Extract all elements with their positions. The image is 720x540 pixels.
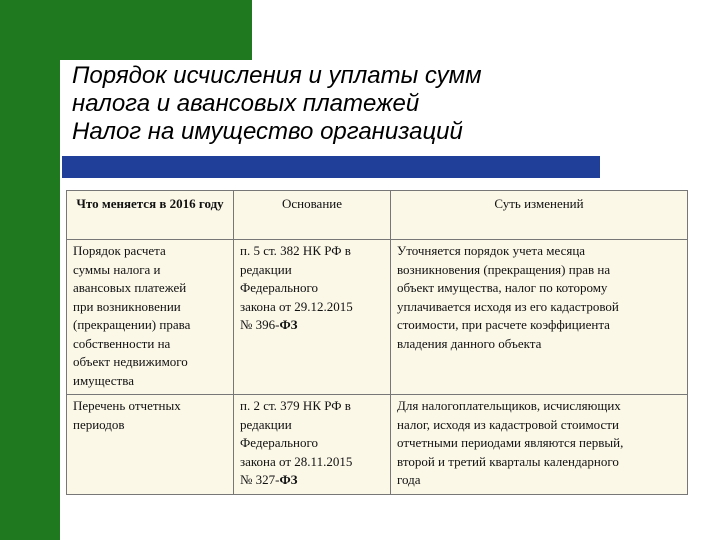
title-line-3: Налог на имущество организаций xyxy=(72,118,463,145)
title-line-2: налога и авансовых платежей xyxy=(72,90,420,117)
cell-basis: п. 5 ст. 382 НК РФ в редакции Федерального закона от 29.12.2015 № 396-ФЗ xyxy=(234,240,391,395)
table-row xyxy=(67,240,688,395)
cell-basis: п. 2 ст. 379 НК РФ в редакции Федерального закона от 28.11.2015 № 327-ФЗ xyxy=(234,395,391,495)
cell-essence: Для налогоплательщиков, исчисляющих налог, исходя из кадастровой стоимости отчетными периодами являются первый, второй и третий кварталы календарного года xyxy=(391,395,688,495)
green-left-band xyxy=(0,0,60,540)
table-header-row xyxy=(67,191,688,240)
cell-essence: Уточняется порядок учета месяца возникновения (прекращения) прав на объект имущества, налог по которому уплачивается исходя из его кадастровой стоимости, при расчете коэффициента владения данного объекта xyxy=(391,240,688,395)
table-row xyxy=(67,395,688,495)
green-top-band xyxy=(0,0,252,60)
title-line-1: Порядок исчисления и уплаты сумм xyxy=(72,62,482,89)
header-essence: Суть изменений xyxy=(391,191,688,240)
cell-what: Порядок расчета суммы налога и авансовых платежей при возникновении (прекращении) права собственности на объект недвижимого имущества xyxy=(67,240,234,395)
header-basis: Основание xyxy=(234,191,391,240)
header-what-changes: Что меняется в 2016 году xyxy=(67,191,234,240)
blue-divider-bar xyxy=(62,156,600,178)
slide-title xyxy=(72,62,632,146)
cell-what: Перечень отчетных периодов xyxy=(67,395,234,495)
changes-table xyxy=(66,190,688,495)
